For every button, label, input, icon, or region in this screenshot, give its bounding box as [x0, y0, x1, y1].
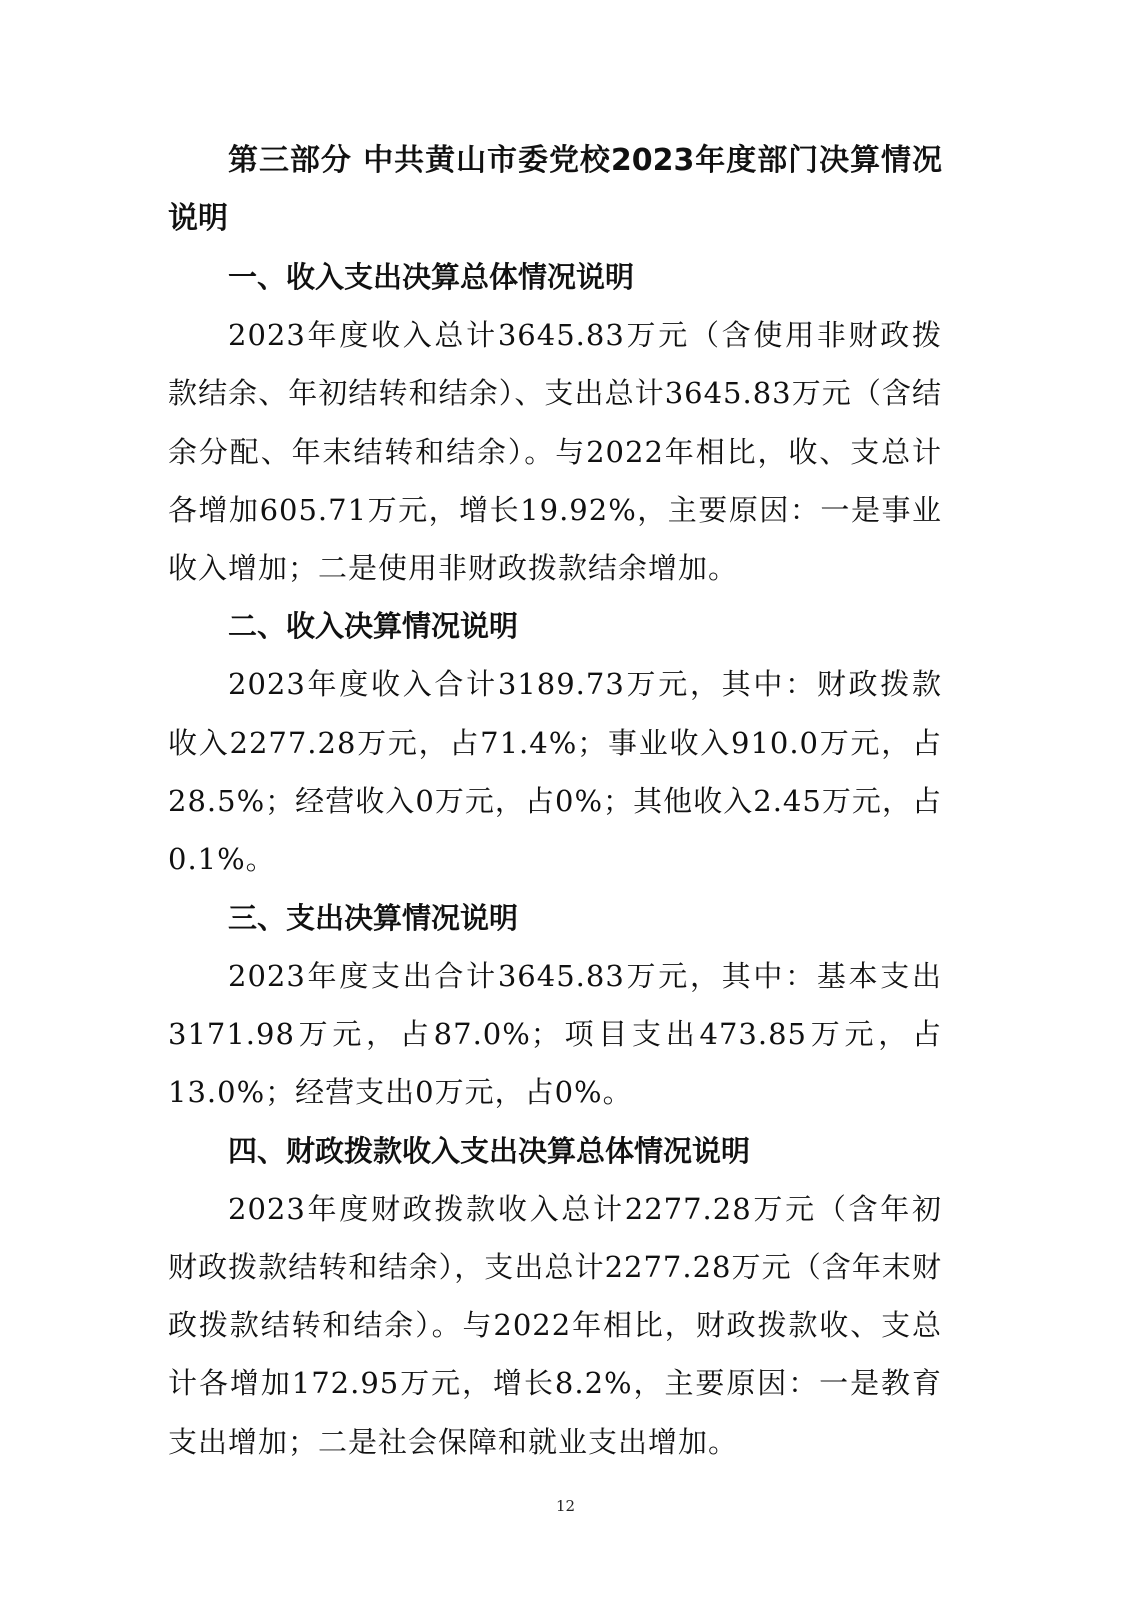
section-heading-3: 三、支出决算情况说明: [228, 900, 519, 935]
section-paragraph-1: 2023年度收入总计3645.83万元（含使用非财政拨款结余、年初结转和结余）、支出总计3645.83万元（含结余分配、年末结转和结余）。与2022年相比，收、支总计各增加605.71万元，增长19.92%，主要原因：一是事业收入增加；二是使用非财政拨款结余增加。: [168, 318, 942, 586]
page-number: 12: [555, 1497, 576, 1515]
section-paragraph-4: 2023年度财政拨款收入总计2277.28万元（含年初财政拨款结转和结余），支出总计2277.28万元（含年末财政拨款结转和结余）。与2022年相比，财政拨款收、支总计各增加172.95万元，增长8.2%，主要原因：一是教育支出增加；二是社会保障和就业支出增加。: [168, 1191, 942, 1459]
section-paragraph-3: 2023年度支出合计3645.83万元，其中：基本支出3171.98万元，占87.0%；项目支出473.85万元，占13.0%；经营支出0万元，占0%。: [168, 958, 942, 1110]
section-heading-4: 四、财政拨款收入支出决算总体情况说明: [228, 1133, 751, 1168]
section-heading-2: 二、收入决算情况说明: [228, 609, 519, 644]
document-title: 第三部分 中共黄山市委党校2023年度部门决算情况说明: [168, 143, 942, 236]
section-paragraph-2: 2023年度收入合计3189.73万元，其中：财政拨款收入2277.28万元，占71.4%；事业收入910.0万元，占28.5%；经营收入0万元，占0%；其他收入2.45万元，占0.1%。: [168, 667, 942, 877]
section-heading-1: 一、收入支出决算总体情况说明: [228, 260, 635, 294]
document-body: [168, 132, 942, 1471]
